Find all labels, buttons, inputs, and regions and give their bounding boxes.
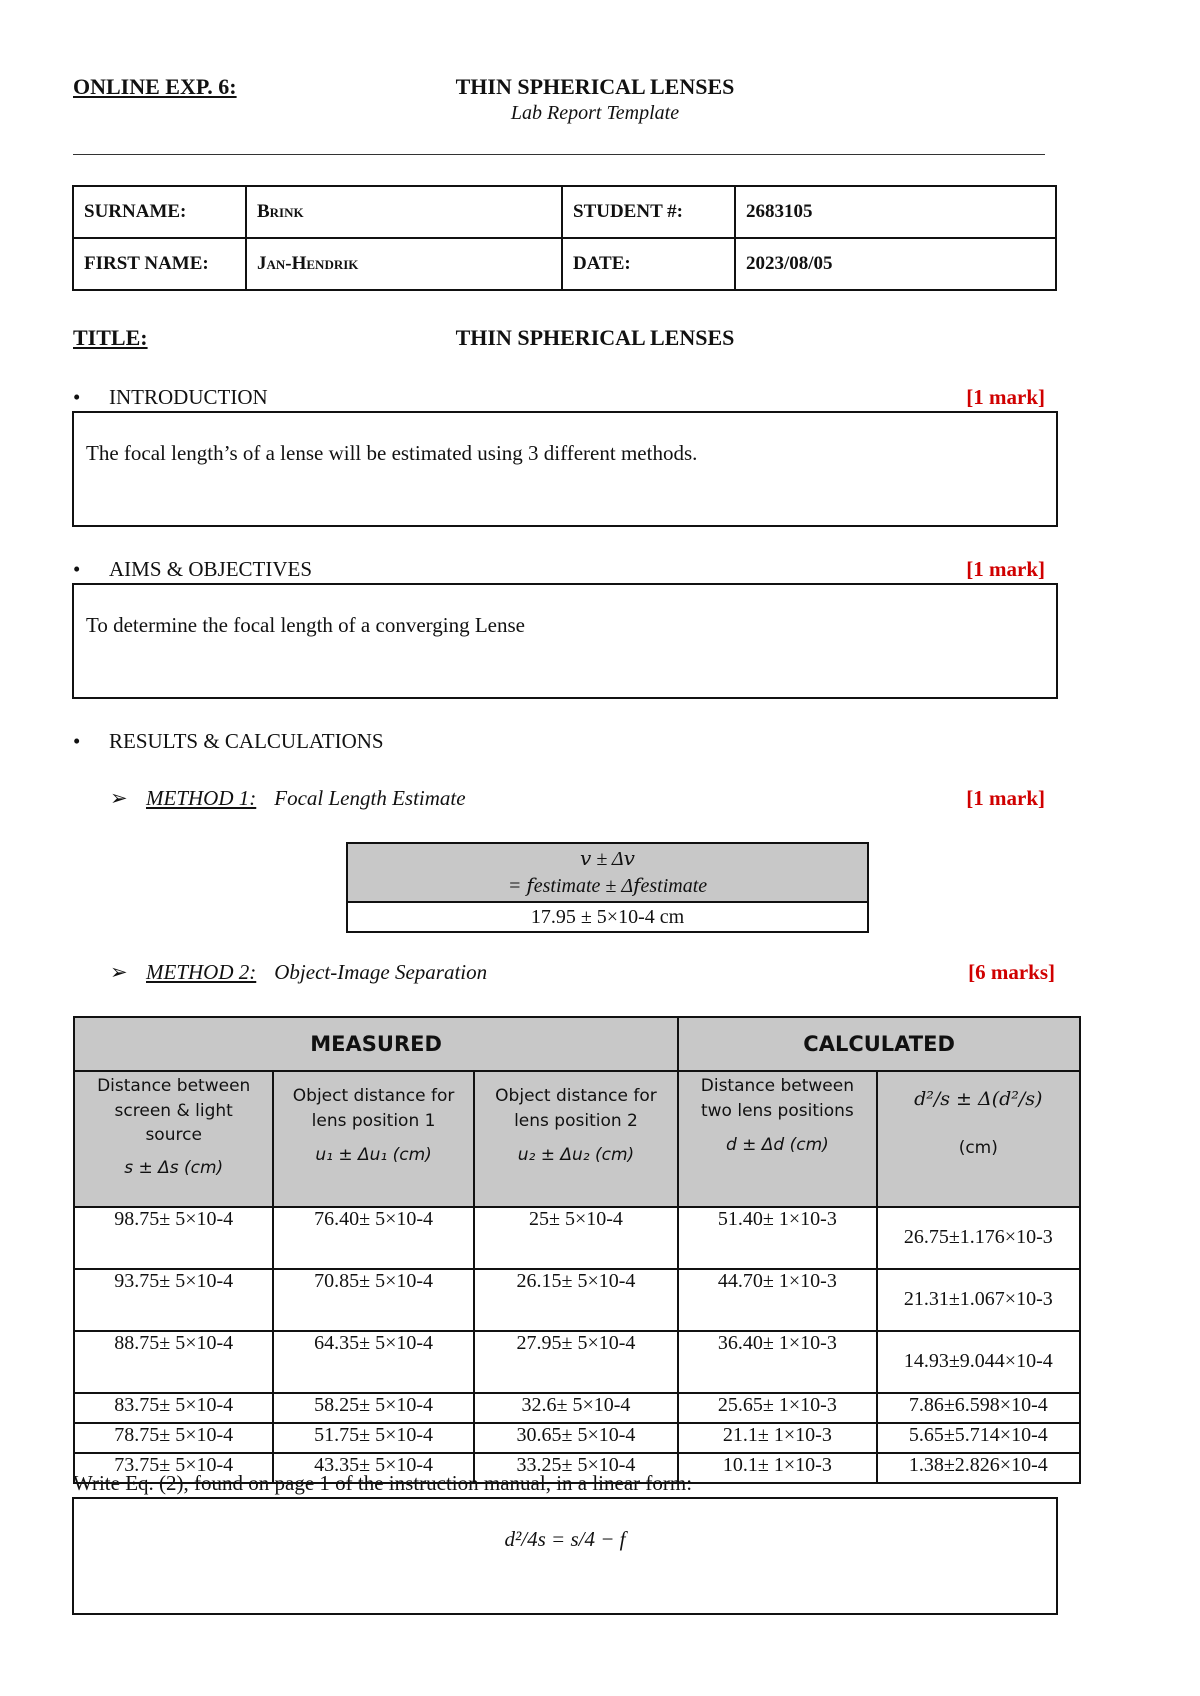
cell-calc: 5.65±5.714×10-4 (877, 1423, 1080, 1453)
first-name-label: FIRST NAME: (73, 238, 246, 290)
aims-mark: [1 mark] (966, 557, 1045, 581)
cell-u2: 27.95± 5×10-4 (474, 1331, 678, 1393)
method2-name: Object-Image Separation (274, 960, 488, 984)
cell-s: 73.75± 5×10-4 (74, 1453, 273, 1483)
aims-text: To determine the focal length of a converging Lense (86, 613, 525, 637)
col-header-s-line3: source (145, 1125, 202, 1146)
introduction-mark: [1 mark] (966, 385, 1045, 409)
table-row (74, 1393, 1080, 1423)
col-header-calc-unit: (cm) (958, 1137, 998, 1158)
table-row (74, 1269, 1080, 1331)
cell-s: 98.75± 5×10-4 (74, 1207, 273, 1269)
col-header-s-line2: screen & light (114, 1100, 233, 1121)
results-label: RESULTS & CALCULATIONS (109, 729, 384, 753)
cell-d: 10.1± 1×10-3 (678, 1453, 876, 1483)
cell-d: 51.40± 1×10-3 (678, 1207, 876, 1269)
method1-name: Focal Length Estimate (274, 786, 466, 810)
cell-calc (877, 1269, 1080, 1331)
introduction-label: INTRODUCTION (109, 385, 268, 409)
cell-calc: 7.86±6.598×10-4 (877, 1393, 1080, 1423)
arrow-bullet-icon: ➢ (110, 786, 128, 810)
col-header-u2-line2: lens position 2 (514, 1110, 638, 1131)
col-header-s-line1: Distance between (97, 1076, 251, 1096)
document-subtitle: Lab Report Template (510, 102, 680, 124)
bullet-icon: • (73, 729, 81, 753)
cell-d: 25.65± 1×10-3 (678, 1393, 876, 1423)
cell-u1: 64.35± 5×10-4 (273, 1331, 473, 1393)
method2-table-body (74, 1207, 1080, 1483)
aims-label: AIMS & OBJECTIVES (109, 557, 313, 581)
method1-header-line1: 𝑣 ± Δ𝑣 (580, 847, 635, 870)
cell-u2: 30.65± 5×10-4 (474, 1423, 678, 1453)
method2-table (73, 1016, 1081, 1484)
col-header-d (678, 1071, 876, 1207)
introduction-heading (73, 385, 268, 410)
cell-d: 44.70± 1×10-3 (678, 1269, 876, 1331)
method1-mark: [1 mark] (966, 786, 1045, 810)
method1-table (346, 842, 869, 933)
col-header-d-line1: Distance between (700, 1076, 854, 1096)
experiment-label: ONLINE EXP. 6: (73, 74, 237, 99)
surname-value: Brink (246, 186, 562, 238)
arrow-bullet-icon: ➢ (110, 960, 128, 984)
col-header-u2-symbol: u₂ ± Δu₂ (cm) (517, 1145, 635, 1166)
introduction-text: The focal length’s of a lense will be estimated using 3 different methods. (86, 441, 698, 465)
col-header-u1-line2: lens position 1 (311, 1110, 436, 1131)
method1-header (347, 843, 868, 902)
cell-calc-value: 21.31±1.067×10-3 (903, 1288, 1053, 1310)
cell-u1: 76.40± 5×10-4 (273, 1207, 473, 1269)
cell-u2: 25± 5×10-4 (474, 1207, 678, 1269)
header-divider (73, 154, 1045, 155)
title-label: TITLE: (73, 325, 148, 350)
cell-calc: 1.38±2.826×10-4 (877, 1453, 1080, 1483)
cell-calc-value: 26.75±1.176×10-3 (903, 1226, 1053, 1248)
bullet-icon: • (73, 557, 81, 581)
cell-u1: 70.85± 5×10-4 (273, 1269, 473, 1331)
student-number-label: STUDENT #: (562, 186, 735, 238)
cell-u1: 58.25± 5×10-4 (273, 1393, 473, 1423)
method2-label: METHOD 2: (146, 960, 257, 984)
col-header-u2 (474, 1071, 678, 1207)
col-header-d-symbol: d ± Δd (cm) (725, 1135, 829, 1156)
method1-header-line2: = 𝑓estimate ± Δ𝑓estimate (507, 874, 708, 897)
results-heading (73, 729, 384, 754)
col-header-u1 (273, 1071, 473, 1207)
cell-d: 21.1± 1×10-3 (678, 1423, 876, 1453)
student-info-table (72, 185, 1057, 291)
cell-s: 83.75± 5×10-4 (74, 1393, 273, 1423)
cell-calc (877, 1207, 1080, 1269)
col-header-u2-line1: Object distance for (495, 1086, 657, 1106)
table-row (74, 1331, 1080, 1393)
equation-prompt: Write Eq. (2), found on page 1 of the instruction manual, in a linear form: (73, 1471, 693, 1495)
date-value: 2023/08/05 (735, 238, 1056, 290)
document-title: THIN SPHERICAL LENSES (455, 74, 735, 99)
method1-label: METHOD 1: (146, 786, 257, 810)
cell-calc-value: 14.93±9.044×10-4 (903, 1350, 1053, 1372)
method1-heading (110, 786, 466, 811)
method2-heading (110, 960, 487, 985)
aims-box (72, 583, 1058, 699)
col-header-u1-symbol: u₁ ± Δu₁ (cm) (315, 1145, 432, 1166)
introduction-box (72, 411, 1058, 527)
surname-label: SURNAME: (73, 186, 246, 238)
col-header-calc (877, 1071, 1080, 1207)
cell-u1: 51.75± 5×10-4 (273, 1423, 473, 1453)
col-header-s (74, 1071, 273, 1207)
aims-heading (73, 557, 312, 582)
cell-s: 88.75± 5×10-4 (74, 1331, 273, 1393)
method1-value: 17.95 ± 5×10-4 cm (347, 902, 868, 932)
col-header-d-line2: two lens positions (700, 1100, 854, 1121)
table-row (74, 1207, 1080, 1269)
table-row (74, 1423, 1080, 1453)
bullet-icon: • (73, 385, 81, 409)
col-header-s-symbol: s ± Δs (cm) (124, 1157, 224, 1178)
title-value: THIN SPHERICAL LENSES (455, 325, 735, 350)
cell-u2: 33.25± 5×10-4 (474, 1453, 678, 1483)
first-name-value: Jan-Hendrik (246, 238, 562, 290)
cell-d: 36.40± 1×10-3 (678, 1331, 876, 1393)
cell-u2: 26.15± 5×10-4 (474, 1269, 678, 1331)
col-header-calc-symbol: d²/s ± Δ(d²/s) (914, 1088, 1043, 1110)
date-label: DATE: (562, 238, 735, 290)
cell-calc (877, 1331, 1080, 1393)
linear-equation: d²/4s = s/4 − f (504, 1527, 626, 1551)
cell-u2: 32.6± 5×10-4 (474, 1393, 678, 1423)
student-number-value: 2683105 (735, 186, 1056, 238)
measured-header: MEASURED (74, 1017, 678, 1071)
method2-mark: [6 marks] (968, 960, 1055, 984)
col-header-u1-line1: Object distance for (292, 1086, 455, 1106)
calculated-header: CALCULATED (678, 1017, 1080, 1071)
cell-s: 93.75± 5×10-4 (74, 1269, 273, 1331)
cell-s: 78.75± 5×10-4 (74, 1423, 273, 1453)
cell-u1: 43.35± 5×10-4 (273, 1453, 473, 1483)
equation-box (72, 1497, 1058, 1615)
